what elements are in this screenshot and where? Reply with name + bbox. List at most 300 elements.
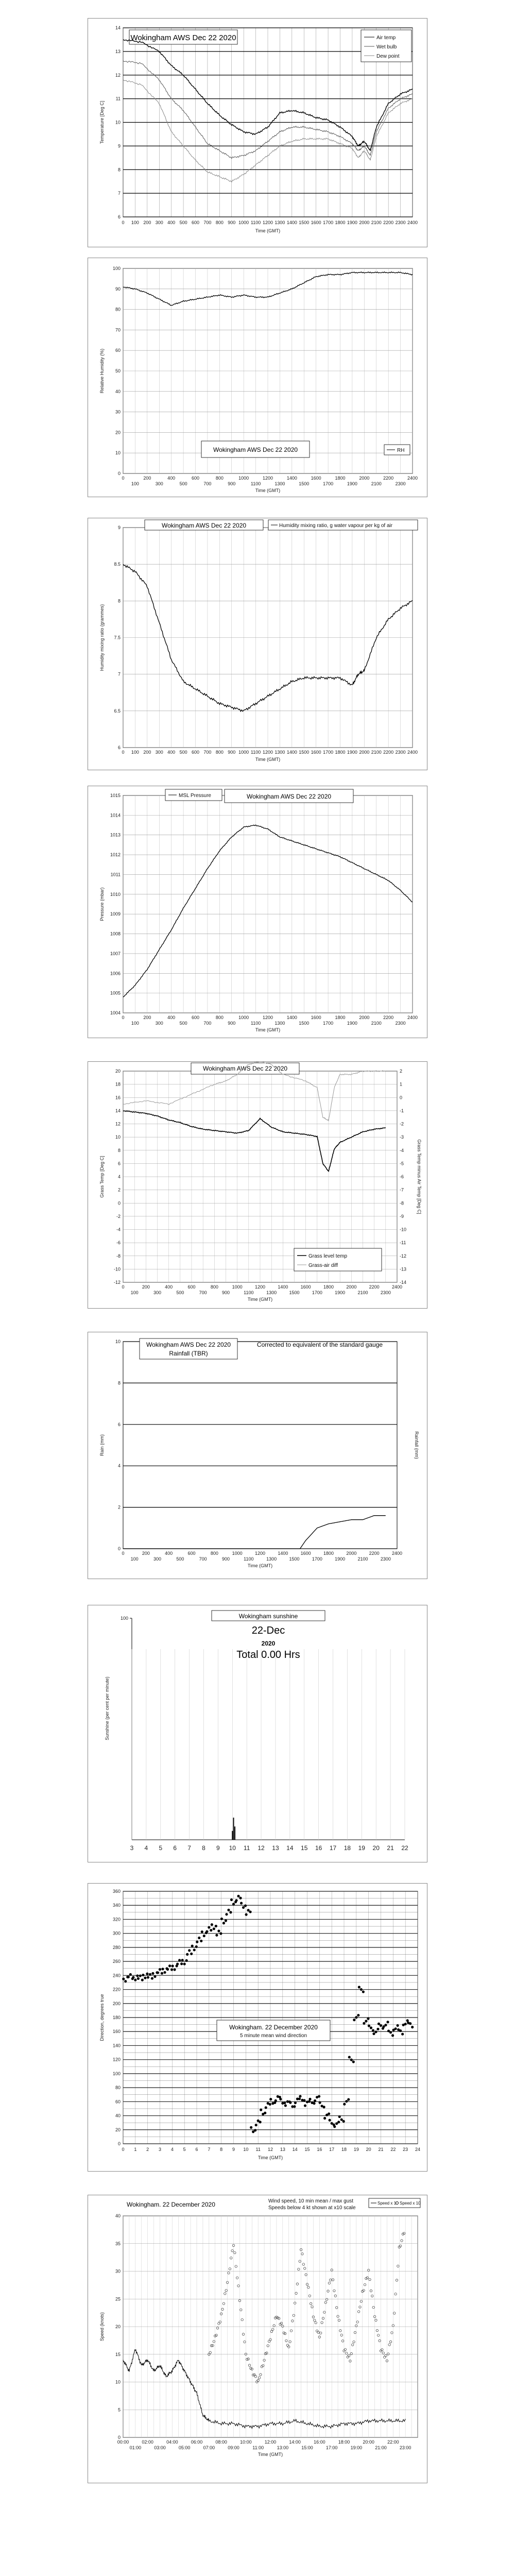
y-tick-label: 60 [115, 348, 121, 353]
direction-point [245, 1913, 248, 1916]
direction-point [137, 1977, 140, 1980]
y-tick-label: 25 [115, 2296, 121, 2302]
x-tick-label: 1400 [286, 476, 297, 481]
direction-point [215, 1925, 217, 1927]
chart-note-1: Wind speed, 10 min mean / max gust [268, 2198, 354, 2204]
direction-point [151, 1972, 154, 1975]
y-tick-label: 1006 [110, 971, 121, 976]
x-tick-label: 1500 [289, 1290, 300, 1295]
plot-area [123, 1342, 397, 1549]
chart-title: Wokingham. 22 December 2020 [127, 2201, 215, 2208]
x-tick-label: 1600 [311, 1015, 321, 1020]
x-tick-label: 10 [229, 1844, 236, 1852]
direction-point [345, 2100, 348, 2103]
y-tick-label-right: -5 [400, 1161, 404, 1166]
y-tick-label: 280 [112, 1944, 121, 1950]
x-tick-label: 100 [131, 1021, 139, 1026]
x-tick-label: 700 [203, 481, 212, 486]
temperature-chart [88, 18, 427, 247]
direction-point [323, 2106, 325, 2108]
direction-point [220, 1918, 223, 1920]
direction-point [274, 2099, 277, 2102]
direction-point [180, 1962, 183, 1965]
x-tick-label: 1400 [286, 1015, 297, 1020]
y-tick-label: 1008 [110, 931, 121, 937]
x-tick-label: 1200 [262, 220, 273, 225]
direction-point [265, 2106, 267, 2109]
direction-point [147, 1976, 149, 1978]
x-tick-label: 1900 [347, 750, 357, 755]
y-axis-label: Sunshine (per cent per minute) [105, 1676, 110, 1740]
x-tick-label: 600 [191, 1015, 200, 1020]
legend-item: Grass-air diff [308, 1263, 338, 1268]
x-tick-label: 1400 [278, 1551, 288, 1556]
direction-point [122, 1978, 125, 1980]
x-tick-label: 200 [143, 476, 151, 481]
direction-point [250, 2126, 252, 2129]
y-tick-label: 4 [117, 1463, 121, 1469]
direction-point [219, 1932, 222, 1935]
y-tick-label: 40 [115, 2213, 121, 2218]
y-tick-label: 0 [117, 2141, 121, 2146]
direction-point [298, 2097, 301, 2100]
x-tick-label: 2100 [357, 1290, 368, 1295]
direction-point [203, 1935, 205, 1937]
y-tick-label-right: -13 [400, 1266, 407, 1272]
x-tick-label: 1300 [274, 481, 285, 486]
y-tick-label: 1007 [110, 951, 121, 956]
x-tick-label: 1200 [262, 750, 273, 755]
x-tick-label: 1600 [300, 1551, 311, 1556]
y-tick-label: 320 [112, 1917, 121, 1922]
direction-point [318, 2095, 320, 2097]
direction-point [217, 1929, 220, 1932]
direction-point [260, 2109, 262, 2111]
x-tick-label: 16 [317, 2147, 322, 2152]
x-tick-label: 8 [220, 2147, 223, 2152]
direction-point [384, 2024, 387, 2026]
x-tick-label: 2100 [371, 220, 382, 225]
y-axis-label: Grass Temp [Deg C] [99, 1156, 105, 1198]
y-tick-label: 1011 [110, 872, 121, 877]
direction-point [249, 1910, 252, 1913]
direction-point [372, 2032, 375, 2035]
direction-point [185, 1959, 188, 1962]
y-tick-label: 7 [117, 671, 121, 677]
x-tick-label: 100 [131, 750, 139, 755]
y-tick-label: 20 [115, 2127, 121, 2132]
x-tick-label: 04:00 [166, 2439, 178, 2445]
x-tick-label: 1700 [323, 1021, 334, 1026]
x-tick-label: 900 [228, 220, 236, 225]
x-tick-label: 100 [131, 220, 139, 225]
x-tick-label: 900 [228, 750, 236, 755]
x-tick-label: 14 [292, 2147, 298, 2152]
direction-point [240, 1902, 243, 1904]
x-tick-label: 700 [203, 750, 212, 755]
x-tick-label: 1800 [323, 1284, 334, 1290]
x-tick-label: 2300 [395, 1021, 406, 1026]
x-tick-label: 1200 [254, 1551, 266, 1556]
direction-point [196, 1941, 198, 1943]
y-axis-label: Humidity mixing ratio (grammes) [99, 604, 105, 671]
x-tick-label: 100 [131, 481, 139, 486]
x-tick-label: 800 [210, 1284, 218, 1290]
wind-direction-chart [88, 1883, 427, 2172]
chart-note: Corrected to equivalent of the standard gauge [256, 1341, 383, 1348]
x-tick-label: 18 [344, 1844, 351, 1852]
x-tick-label: 13 [280, 2147, 285, 2152]
y-tick-label: 100 [120, 1616, 128, 1621]
y-tick-label: 8 [117, 598, 121, 604]
x-tick-label: 20 [366, 2147, 371, 2152]
y-tick-label: 1009 [110, 911, 121, 917]
x-tick-label: 1800 [335, 476, 346, 481]
x-tick-label: 21 [387, 1844, 394, 1852]
x-tick-label: 2300 [380, 1290, 391, 1295]
x-tick-label: 2300 [395, 481, 406, 486]
y-tick-label: 10 [115, 1134, 121, 1140]
legend-item: Wet bulb [376, 44, 397, 50]
direction-point [294, 2102, 297, 2104]
sunshine-bar [234, 1826, 235, 1840]
x-tick-label: 1000 [238, 476, 249, 481]
y-tick-label: 10 [115, 120, 121, 125]
direction-point [166, 1968, 169, 1971]
direction-point [144, 1977, 146, 1979]
direction-point [279, 2098, 282, 2100]
direction-point [201, 1930, 203, 1933]
legend-item: Speed x 1 [377, 2201, 397, 2206]
x-tick-label: 400 [167, 750, 176, 755]
x-tick-label: 2200 [383, 1015, 394, 1020]
y-tick-label-right: -7 [400, 1187, 404, 1193]
x-tick-label: 200 [143, 750, 151, 755]
x-tick-label: 200 [143, 1015, 151, 1020]
x-tick-label: 1200 [262, 476, 273, 481]
direction-point [237, 1895, 239, 1897]
x-tick-label: 1000 [232, 1284, 243, 1290]
x-tick-label: 6 [195, 2147, 198, 2152]
x-tick-label: 15 [304, 2147, 310, 2152]
x-tick-label: 900 [221, 1290, 230, 1295]
x-tick-label: 19:00 [350, 2445, 363, 2450]
y-axis-label: Rain (mm) [99, 1434, 105, 1456]
y-tick-label: 9 [117, 525, 121, 530]
x-tick-label: 400 [167, 220, 176, 225]
x-tick-label: 17:00 [325, 2445, 338, 2450]
direction-point [293, 2105, 296, 2108]
chart-title: Wokingham AWS Dec 22 2020 [202, 1065, 288, 1072]
y-tick-label: 18 [115, 1081, 121, 1087]
y-tick-label: 30 [115, 2268, 121, 2274]
x-tick-label: 22 [390, 2147, 396, 2152]
x-tick-label: 0 [122, 750, 125, 755]
y-tick-label: 12 [115, 1121, 121, 1127]
wind-direction-chart-svg [88, 1884, 427, 2171]
direction-point [374, 2030, 377, 2033]
x-tick-label: 03:00 [154, 2445, 166, 2450]
x-tick-label: 9 [216, 1844, 220, 1852]
x-tick-label: 0 [122, 220, 125, 225]
x-tick-label: 10:00 [240, 2439, 252, 2445]
legend-item: Humidity mixing ratio, g water vapour per kg of air [279, 523, 393, 529]
x-tick-label: 19 [353, 2147, 359, 2152]
y-tick-label: 0 [117, 1200, 121, 1206]
direction-point [362, 1990, 365, 1993]
x-tick-label: 500 [179, 481, 187, 486]
y-tick-label: 7.5 [114, 635, 121, 640]
direction-point [347, 2098, 350, 2100]
direction-point [163, 1971, 166, 1974]
y-tick-label: -4 [116, 1227, 121, 1232]
x-tick-label: 1000 [232, 1551, 243, 1556]
rainfall-chart-svg [88, 1332, 427, 1579]
y-tick-label: 240 [112, 1973, 121, 1978]
x-tick-label: 2000 [346, 1284, 357, 1290]
x-tick-label: 1300 [266, 1556, 277, 1562]
direction-point [337, 2121, 340, 2123]
x-axis-label: Time (GMT) [255, 228, 281, 233]
y-tick-label: 1010 [110, 891, 121, 897]
y-tick-label-right: -9 [400, 1213, 404, 1219]
direction-point [151, 1977, 153, 1979]
y-tick-label: 11 [115, 96, 121, 101]
x-tick-label: 22 [401, 1844, 408, 1852]
y-tick-label: 1005 [110, 990, 121, 996]
x-tick-label: 16:00 [314, 2439, 325, 2445]
y-axis-label: Speed (knots) [99, 2312, 105, 2342]
y-tick-label: 0 [117, 1546, 121, 1551]
humidity-chart-svg [88, 258, 427, 497]
x-tick-label: 600 [191, 750, 200, 755]
y-tick-label: 260 [112, 1959, 121, 1964]
direction-point [254, 2129, 256, 2131]
y-tick-label: 20 [115, 2324, 121, 2329]
y-tick-label: 10 [115, 2379, 121, 2385]
direction-point [376, 2028, 379, 2030]
direction-point [357, 2014, 359, 2016]
y-tick-label-right: -14 [400, 1280, 407, 1285]
x-tick-label: 800 [215, 1015, 224, 1020]
legend-item: Grass level temp [308, 1253, 348, 1259]
x-tick-label: 900 [228, 1021, 236, 1026]
y-tick-label: 2 [117, 1187, 121, 1193]
direction-point [380, 2024, 382, 2027]
chart-title: Wokingham AWS Dec 22 2020 [130, 33, 236, 42]
chart-date: 22-Dec [251, 1625, 285, 1636]
grass-temp-chart-svg [88, 1062, 427, 1308]
y-tick-label-right: 2 [400, 1069, 403, 1074]
direction-point [313, 2102, 315, 2105]
y-tick-label: 8 [117, 1380, 121, 1386]
x-tick-label: 1100 [250, 1021, 261, 1026]
x-tick-label: 9 [232, 2147, 235, 2152]
direction-point [360, 1988, 363, 1991]
y-tick-label: -8 [116, 1253, 121, 1259]
x-tick-label: 1800 [323, 1551, 334, 1556]
x-tick-label: 18:00 [338, 2439, 350, 2445]
x-tick-label: 1700 [312, 1556, 322, 1562]
x-tick-label: 12 [267, 2147, 273, 2152]
x-tick-label: 01:00 [129, 2445, 142, 2450]
sunshine-chart-svg [88, 1605, 427, 1862]
direction-point [284, 2104, 287, 2107]
direction-point [328, 2112, 330, 2115]
x-tick-label: 2200 [383, 220, 394, 225]
x-tick-label: 600 [187, 1284, 196, 1290]
x-tick-label: 1700 [312, 1290, 322, 1295]
x-tick-label: 2100 [371, 481, 382, 486]
x-tick-label: 0 [122, 1284, 125, 1290]
direction-point [200, 1940, 202, 1942]
x-tick-label: 10 [243, 2147, 249, 2152]
y-tick-label-right: -6 [400, 1174, 404, 1179]
x-tick-label: 2200 [369, 1284, 380, 1290]
direction-point [170, 1968, 173, 1971]
x-tick-label: 1400 [286, 220, 297, 225]
x-tick-label: 2100 [357, 1556, 368, 1562]
x-tick-label: 800 [215, 476, 224, 481]
y-tick-label-right: 0 [400, 1095, 403, 1100]
x-tick-label: 100 [130, 1556, 139, 1562]
y-tick-label: 40 [115, 388, 121, 394]
y-tick-label: 14 [115, 1108, 121, 1113]
legend-item: RH [397, 448, 405, 453]
direction-point [159, 1968, 161, 1971]
x-tick-label: 1100 [250, 220, 261, 225]
x-tick-label: 22:00 [387, 2439, 399, 2445]
y-tick-label: 140 [112, 2043, 121, 2048]
direction-point [350, 2058, 353, 2061]
y-axis-label: Temperature [Deg C] [99, 100, 105, 144]
y-tick-label: 6 [117, 214, 121, 219]
direction-point [136, 1974, 139, 1977]
direction-point [391, 2034, 394, 2037]
x-axis-label: Time (GMT) [255, 757, 281, 762]
x-axis-label: Time (GMT) [258, 2452, 283, 2457]
direction-point [161, 1972, 163, 1975]
y-tick-label: 16 [115, 1095, 121, 1100]
direction-point [409, 2022, 411, 2025]
direction-point [358, 1986, 360, 1988]
direction-point [340, 2119, 343, 2121]
x-tick-label: 800 [210, 1551, 218, 1556]
sunshine-chart [88, 1605, 427, 1862]
x-tick-label: 1400 [278, 1284, 288, 1290]
y-tick-label: 80 [115, 307, 121, 312]
wind-speed-chart [88, 2195, 427, 2483]
x-tick-label: 05:00 [178, 2445, 191, 2450]
y-tick-label: 6 [117, 1421, 121, 1427]
x-tick-label: 1000 [238, 750, 249, 755]
y-tick-label: 100 [112, 266, 121, 271]
x-tick-label: 19 [358, 1844, 365, 1852]
direction-point [181, 1959, 184, 1961]
x-tick-label: 2400 [391, 1284, 403, 1290]
x-tick-label: 4 [144, 1844, 148, 1852]
x-tick-label: 18 [341, 2147, 347, 2152]
wind-speed-chart-svg [88, 2195, 427, 2483]
y-tick-label-right: -12 [400, 1253, 407, 1259]
pressure-chart [88, 786, 427, 1038]
x-tick-label: 2300 [395, 750, 406, 755]
x-tick-label: 23:00 [399, 2445, 411, 2450]
x-tick-label: 1700 [323, 220, 334, 225]
direction-point [142, 1974, 144, 1976]
x-tick-label: 1900 [347, 220, 357, 225]
x-tick-label: 0 [122, 1015, 125, 1020]
direction-point [242, 1906, 245, 1909]
y-tick-label: 6.5 [114, 708, 121, 714]
x-tick-label: 1600 [311, 750, 321, 755]
direction-point [264, 2112, 266, 2114]
direction-point [198, 1937, 200, 1939]
direction-point [397, 2024, 399, 2027]
x-tick-label: 21 [378, 2147, 384, 2152]
y-tick-label: 180 [112, 2015, 121, 2020]
x-tick-label: 07:00 [203, 2445, 215, 2450]
x-tick-label: 6 [173, 1844, 177, 1852]
x-tick-label: 800 [215, 750, 224, 755]
x-tick-label: 1900 [347, 481, 357, 486]
x-tick-label: 16 [315, 1844, 322, 1852]
x-tick-label: 2000 [359, 750, 370, 755]
direction-point [343, 2103, 346, 2106]
x-tick-label: 1700 [323, 750, 334, 755]
direction-point [139, 1974, 142, 1977]
sunshine-bar [233, 1818, 234, 1840]
direction-point [127, 1976, 130, 1978]
chart-title: Wokingham AWS Dec 22 2020 [161, 522, 247, 529]
x-tick-label: 400 [167, 476, 176, 481]
x-tick-label: 1 [134, 2147, 137, 2152]
x-tick-label: 1500 [299, 750, 310, 755]
direction-point [157, 1971, 159, 1974]
y-tick-label: 14 [115, 25, 121, 30]
y-tick-label: 15 [115, 2351, 121, 2357]
y-tick-label: 80 [115, 2085, 121, 2091]
x-tick-label: 0 [122, 2147, 125, 2152]
direction-point [404, 2023, 407, 2025]
x-tick-label: 3 [158, 2147, 162, 2152]
x-tick-label: 300 [153, 1290, 162, 1295]
x-tick-label: 500 [179, 750, 187, 755]
x-tick-label: 2200 [369, 1551, 380, 1556]
x-tick-label: 300 [155, 1021, 163, 1026]
direction-point [411, 2026, 414, 2028]
x-axis-label: Time (GMT) [255, 1027, 281, 1032]
x-tick-label: 2400 [407, 1015, 418, 1020]
y-axis-label-right: Grass Temp minus Air Temp [Deg C] [417, 1139, 422, 1214]
y-tick-label-right: -8 [400, 1200, 404, 1206]
direction-point [269, 2098, 272, 2100]
legend-item: Speed x 10 [400, 2201, 421, 2206]
legend-item: Air temp [376, 35, 396, 41]
x-tick-label: 1500 [289, 1556, 300, 1562]
y-tick-label: 300 [112, 1930, 121, 1936]
direction-point [289, 2102, 291, 2104]
x-tick-label: 2 [146, 2147, 149, 2152]
x-tick-label: 1100 [244, 1556, 254, 1562]
direction-point [394, 2027, 397, 2030]
x-tick-label: 13:00 [277, 2445, 289, 2450]
y-tick-label: -10 [113, 1266, 121, 1272]
y-tick-label: 9 [117, 143, 121, 149]
x-tick-label: 13 [272, 1844, 279, 1852]
mixing-ratio-chart [88, 518, 427, 770]
x-tick-label: 2400 [407, 750, 418, 755]
